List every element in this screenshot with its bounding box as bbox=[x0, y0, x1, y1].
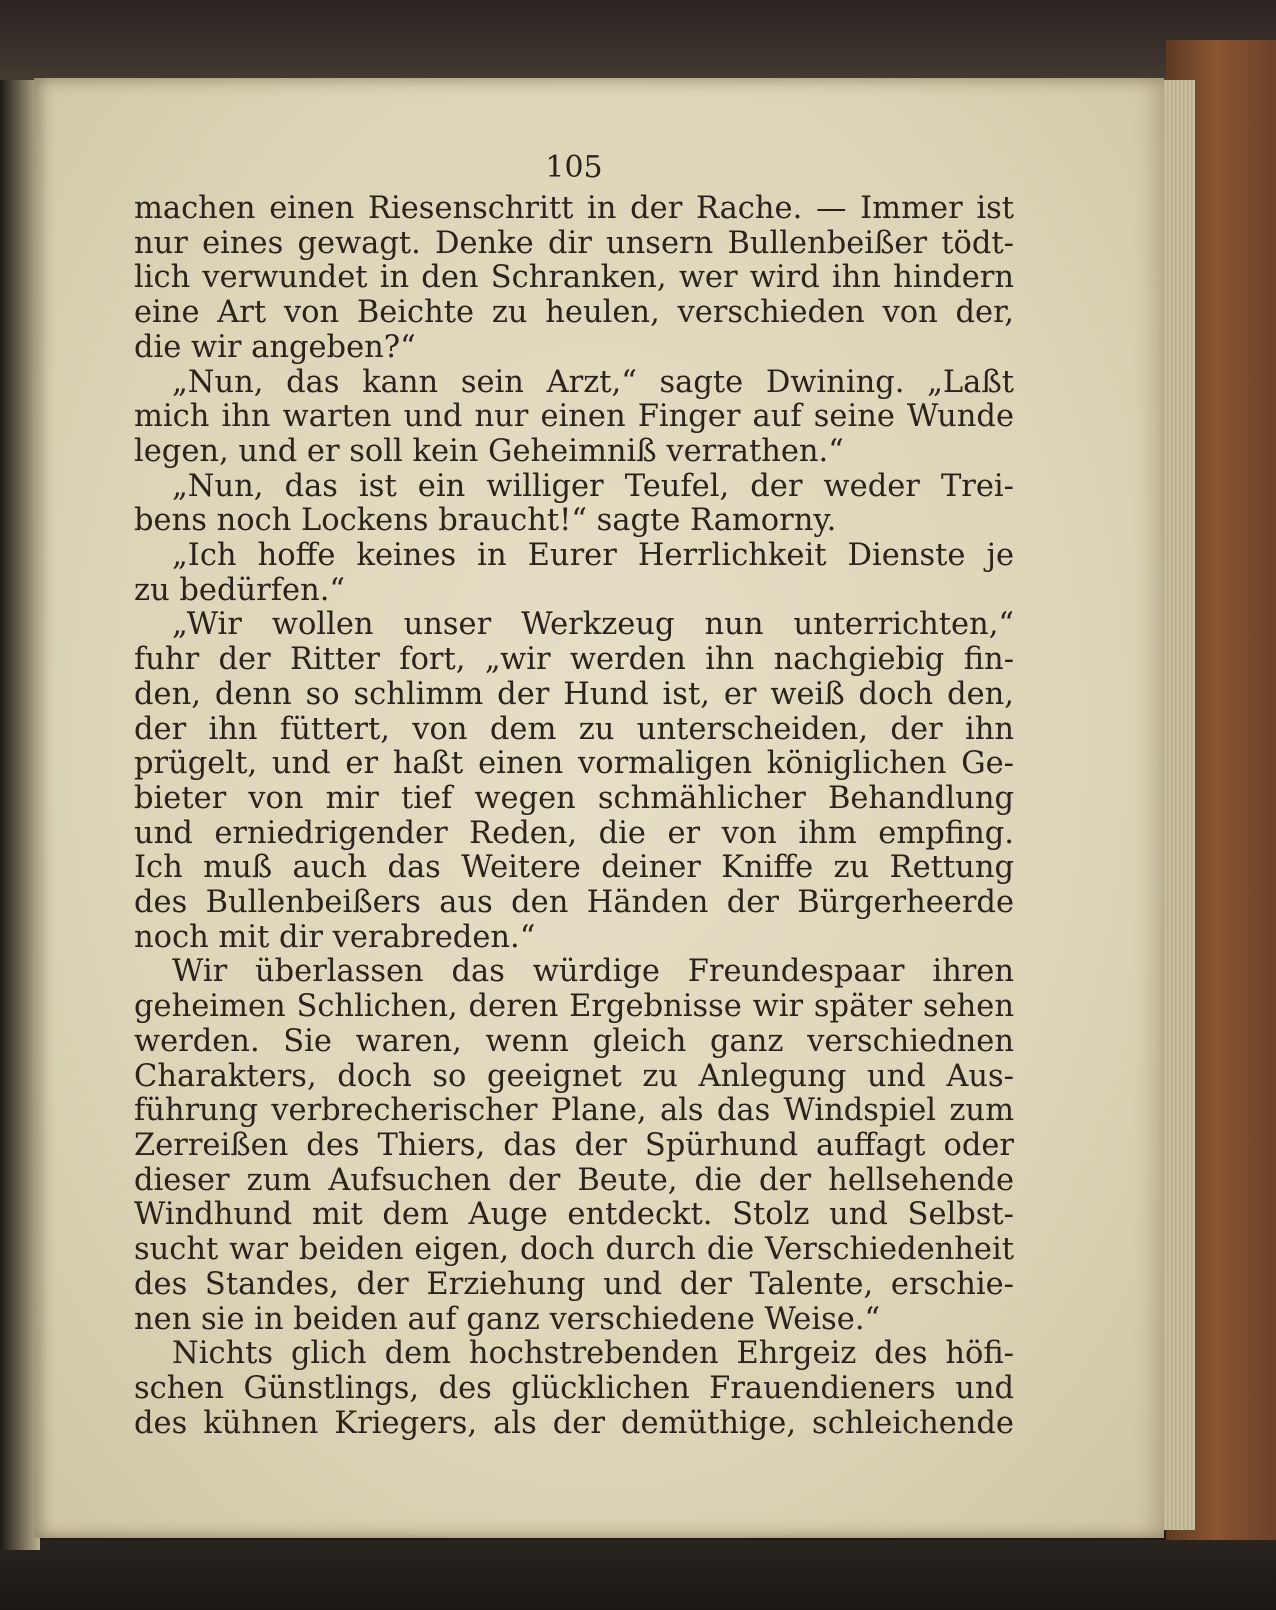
text-line: sucht war beiden eigen, doch durch die Verschiedenheit bbox=[134, 1232, 1014, 1268]
text-line: Nichts glich dem hochstrebenden Ehrgeiz des höfi- bbox=[172, 1336, 1014, 1372]
text-line: fuhr der Ritter fort, „wir werden ihn nachgiebig fin- bbox=[134, 642, 1014, 678]
book-page bbox=[34, 78, 1164, 1538]
text-line: mich ihn warten und nur einen Finger auf seine Wunde bbox=[134, 399, 1014, 435]
text-line: den, denn so schlimm der Hund ist, er weiß doch den, bbox=[134, 676, 1014, 712]
text-line: und erniedrigender Reden, die er von ihm empfing. bbox=[134, 815, 1014, 851]
text-line: bens noch Lockens braucht!“ sagte Ramorny. bbox=[134, 503, 837, 539]
text-line: „Nun, das ist ein williger Teufel, der weder Trei- bbox=[172, 468, 1014, 504]
text-line: schen Günstlings, des glücklichen Frauendieners und bbox=[134, 1370, 1014, 1406]
page-text bbox=[134, 148, 1014, 1441]
text-line: machen einen Riesenschritt in der Rache. — Immer ist bbox=[134, 191, 1014, 226]
text-line: des Bullenbeißers aus den Händen der Bürgerheerde bbox=[134, 885, 1014, 921]
text-line: werden. Sie waren, wenn gleich ganz verschiednen bbox=[134, 1023, 1014, 1059]
text-line: dieser zum Aufsuchen der Beute, die der hellsehende bbox=[134, 1162, 1014, 1198]
text-line: noch mit dir verabreden.“ bbox=[134, 919, 536, 955]
book-cover-bottom bbox=[0, 1540, 1276, 1610]
text-line: nen sie in beiden auf ganz verschiedene Weise.“ bbox=[134, 1301, 881, 1337]
text-line: Charakters, doch so geeignet zu Anlegung und Aus- bbox=[134, 1058, 1014, 1094]
text-line: des kühnen Kriegers, als der demüthige, schleichende bbox=[134, 1405, 1014, 1441]
text-line: geheimen Schlichen, deren Ergebnisse wir später sehen bbox=[134, 989, 1014, 1025]
text-line: Zerreißen des Thiers, das der Spürhund auffagt oder bbox=[134, 1127, 1014, 1163]
page-number: 105 bbox=[545, 150, 603, 185]
text-line: legen, und er soll kein Geheimniß verrathen.“ bbox=[134, 433, 844, 469]
text-line: „Wir wollen unser Werkzeug nun unterrichten,“ bbox=[172, 607, 1014, 643]
text-line: nur eines gewagt. Denke dir unsern Bullenbeißer tödt- bbox=[134, 225, 1014, 261]
text-line: eine Art von Beichte zu heulen, verschieden von der, bbox=[134, 295, 1014, 331]
text-line: „Ich hoffe keines in Eurer Herrlichkeit Dienste je bbox=[172, 538, 1014, 574]
text-line: prügelt, und er haßt einen vormaligen königlichen Ge- bbox=[134, 746, 1014, 782]
text-line: führung verbrecherischer Plane, als das Windspiel zum bbox=[134, 1093, 1014, 1129]
text-line: die wir angeben?“ bbox=[134, 329, 416, 365]
text-line: Ich muß auch das Weitere deiner Kniffe zu Rettung bbox=[134, 850, 1014, 886]
text-line: lich verwundet in den Schranken, wer wird ihn hindern bbox=[134, 260, 1014, 296]
text-line: des Standes, der Erziehung und der Talente, erschie- bbox=[134, 1266, 1014, 1302]
text-line: bieter von mir tief wegen schmählicher Behandlung bbox=[134, 780, 1014, 816]
text-line: „Nun, das kann sein Arzt,“ sagte Dwining. „Laßt bbox=[172, 364, 1014, 400]
text-line: der ihn füttert, von dem zu unterscheiden, der ihn bbox=[134, 711, 1014, 747]
text-line: zu bedürfen.“ bbox=[134, 572, 345, 608]
text-lines bbox=[134, 192, 1014, 1441]
text-line: Windhund mit dem Auge entdeckt. Stolz und Selbst- bbox=[134, 1197, 1014, 1233]
text-line: Wir überlassen das würdige Freundespaar ihren bbox=[172, 954, 1014, 990]
